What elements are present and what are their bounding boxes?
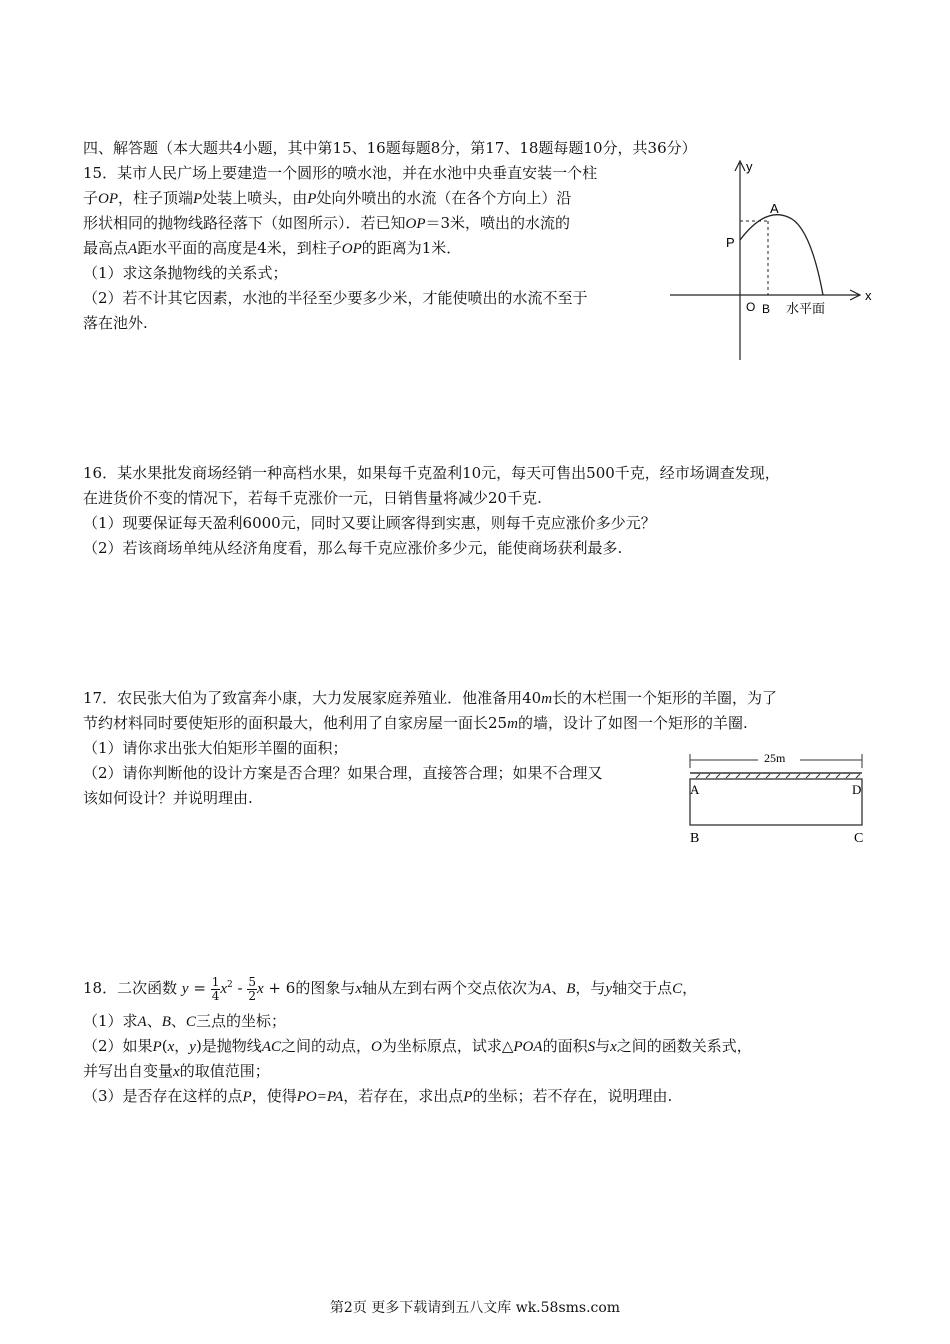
label-b: B — [762, 302, 771, 316]
parabola-curve — [740, 215, 823, 295]
q17-line-1: 17．农民张大伯为了致富奔小康，大力发展家庭养殖业．他准备用40m长的木栏围一个矩形的羊圈，为了 — [83, 689, 778, 707]
q17-sub1: （1）请你求出张大伯矩形羊圈的面积； — [83, 739, 348, 757]
pen-rectangle — [690, 779, 862, 825]
q15-sub2: （2）若不计其它因素，水池的半径至少要多少米，才能使喷出的水流不至于 — [83, 289, 588, 307]
label-water-surface: 水平面 — [786, 302, 826, 317]
q16-sub1: （1）现要保证每天盈利6000元，同时又要让顾客得到实惠，则每千克应涨价多少元？ — [83, 514, 656, 532]
label-p: P — [726, 235, 735, 250]
q18-sub2-cont: 并写出自变量x的取值范围； — [83, 1062, 270, 1080]
sheep-pen-figure — [686, 742, 866, 847]
q15-sub2b: 落在池外. — [83, 314, 148, 332]
q15-line-3: 形状相同的抛物线路径落下（如图所示）．若已知OP＝3米，喷出的水流的 — [83, 214, 571, 232]
dimension-label: 25m — [764, 751, 786, 765]
q16-sub2: （2）若该商场单纯从经济角度看，那么每千克应涨价多少元，能使商场获利最多. — [83, 539, 623, 557]
q15-line-1: 15．某市人民广场上要建造一个圆形的喷水池，并在水池中央垂直安装一个柱 — [83, 164, 598, 182]
q17-line-2: 节约材料同时要使矩形的面积最大，他利用了自家房屋一面长25m的墙，设计了如图一个矩形的羊圈. — [83, 714, 748, 732]
section-header: 四、解答题（本大题共4小题，其中第15、16题每题8分，第17、18题每题10分，共36分） — [83, 139, 697, 157]
q17-sub2b: 该如何设计？并说明理由. — [83, 789, 253, 807]
label-d: D — [852, 782, 862, 797]
q15-line-2: 子OP，柱子顶端P处装上喷头，由P处向外喷出的水流（在各个方向上）沿 — [83, 189, 572, 207]
q18-sub1: （1）求A、B、C三点的坐标； — [83, 1012, 286, 1030]
label-b: B — [690, 831, 700, 846]
label-o: O — [746, 300, 756, 314]
fraction-five-halves: $\frac{5}{2}$ — [248, 974, 256, 1003]
q15-sub1: （1）求这条抛物线的关系式； — [83, 264, 288, 282]
wall-hatching — [696, 774, 860, 778]
page-footer: 第2页 更多下载请到五八文库 wk.58sms.com — [329, 1300, 621, 1316]
label-a: A — [690, 782, 700, 797]
label-c: C — [854, 831, 864, 846]
q17-sub2: （2）请你判断他的设计方案是否合理？如果合理，直接答合理；如果不合理又 — [83, 764, 603, 782]
q16-line-2: 在进货价不变的情况下，若每千克涨价一元，日销售量将减少20千克. — [83, 489, 542, 507]
q16-line-1: 16．某水果批发商场经销一种高档水果，如果每千克盈利10元，每天可售出500千克，经市场调查发现， — [83, 464, 780, 482]
q15-line-4: 最高点A距水平面的高度是4米，到柱子OP的距离为1米． — [83, 239, 462, 257]
label-x: x — [865, 288, 872, 303]
label-y: y — [746, 159, 753, 174]
q18-sub2: （2）如果P(x，y)是抛物线AC之间的动点，O为坐标原点，试求△POA的面积S与x之间的函数关系式， — [83, 1037, 752, 1055]
q18-sub3: （3）是否存在这样的点P，使得PO=PA，若存在，求出点P的坐标；若不存在，说明理由. — [83, 1087, 673, 1105]
label-a: A — [770, 201, 779, 216]
fountain-figure — [660, 155, 890, 365]
fraction-one-quarter: $\frac{1}{4}$ — [211, 974, 220, 1003]
q18-line-1: 18．二次函数 y = $\frac{1}{4}$ $x^2$ - $\frac{5}{2}$ x + 6的图象与x轴从左到右两个交点依次为A、B，与y轴交于点C， — [83, 974, 698, 1003]
